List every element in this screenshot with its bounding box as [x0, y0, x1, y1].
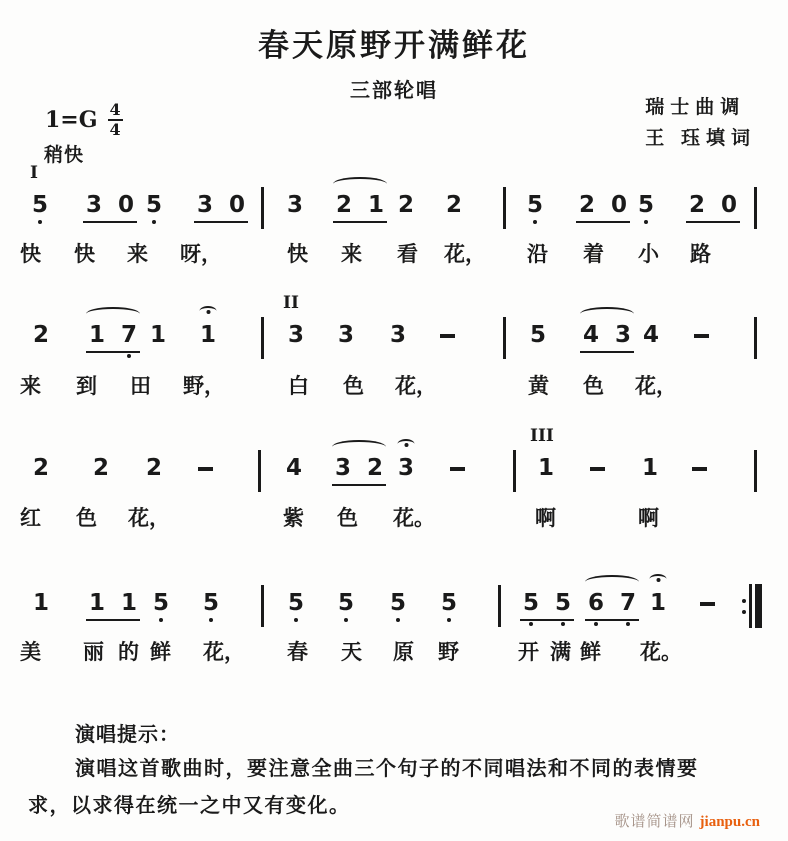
song-subtitle: 三部轮唱 [350, 80, 438, 102]
note [390, 322, 406, 348]
note [338, 322, 354, 348]
lyric-syllable: 路 [690, 242, 711, 266]
lyric-syllable: 花。 [393, 506, 435, 530]
note [583, 322, 599, 348]
low-octave-dot [447, 618, 451, 622]
note-number: 5 [338, 590, 355, 616]
barline [258, 450, 261, 492]
slur-arc [585, 575, 639, 589]
lyric-syllable: 丽 [83, 640, 104, 664]
note [523, 590, 539, 616]
note [288, 590, 304, 616]
note [650, 590, 666, 616]
note [288, 322, 304, 348]
duration-dash [692, 467, 707, 471]
barline [503, 317, 506, 359]
lyric-syllable: 花， [444, 242, 486, 266]
note-number: 7 [121, 322, 138, 348]
note [118, 192, 134, 218]
performance-tips-line2: 求，以求得在统一之中又有变化。 [28, 795, 351, 817]
note [287, 192, 303, 218]
note-number: 2 [33, 322, 50, 348]
note-number: 2 [93, 455, 110, 481]
beam-group [86, 322, 140, 353]
slur-arc [580, 307, 634, 321]
voice-entry-mark: III [530, 426, 554, 446]
note [588, 590, 604, 616]
lyric-syllable: 小 [638, 242, 659, 266]
note-number: 2 [146, 455, 163, 481]
slur-arc [332, 440, 386, 454]
note-number: 5 [530, 322, 547, 348]
time-denominator: 4 [109, 120, 121, 139]
note [200, 322, 216, 348]
note-number: 5 [32, 192, 49, 218]
lyric-syllable: 红 [20, 506, 41, 530]
note-number: 0 [229, 192, 246, 218]
score-line [0, 426, 788, 497]
note-number: 2 [398, 192, 415, 218]
low-octave-dot [209, 618, 213, 622]
note [121, 590, 137, 616]
note [367, 455, 383, 481]
note-number: 2 [33, 455, 50, 481]
lyric-syllable: 野， [183, 374, 225, 398]
note [33, 322, 49, 348]
lyric-syllable: 快 [287, 242, 308, 266]
note [336, 192, 352, 218]
note-number: 2 [689, 192, 706, 218]
note [32, 192, 48, 218]
barline [503, 187, 506, 229]
barline [754, 317, 757, 359]
lyric-syllable: 色 [343, 374, 364, 398]
duration-dash [198, 467, 213, 471]
note-number: 1 [33, 590, 50, 616]
lyric-syllable: 黄 [528, 374, 549, 398]
note-number: 3 [288, 322, 305, 348]
note [335, 455, 351, 481]
lyrics-row [0, 370, 788, 400]
beam-group [194, 192, 248, 223]
lyric-syllable: 看 [397, 242, 418, 266]
note [150, 322, 166, 348]
note [446, 192, 462, 218]
lyrics-row [0, 636, 788, 666]
low-octave-dot [127, 354, 131, 358]
lyric-syllable: 满 [550, 640, 571, 664]
note-number: 5 [146, 192, 163, 218]
duration-dash [450, 467, 465, 471]
note [368, 192, 384, 218]
barline [261, 317, 264, 359]
note-number: 1 [538, 455, 555, 481]
lyric-syllable: 开 [518, 640, 539, 664]
lyric-syllable: 原 [393, 640, 414, 664]
score-line [0, 590, 788, 632]
repeat-dots [742, 599, 746, 614]
beam-group [333, 192, 387, 223]
note [203, 590, 219, 616]
barline [261, 187, 264, 229]
credit-tune: 瑞士曲调 [645, 97, 746, 118]
lyric-syllable: 紫 [283, 506, 304, 530]
slur-arc [333, 177, 387, 191]
barline [513, 450, 516, 492]
beam-group [686, 192, 740, 223]
note-number: 3 [287, 192, 304, 218]
note [89, 590, 105, 616]
note-number: 2 [367, 455, 384, 481]
time-numerator: 4 [109, 100, 121, 119]
beam-group [332, 455, 386, 486]
lyric-syllable: 着 [583, 242, 604, 266]
note [338, 590, 354, 616]
note-number: 5 [638, 192, 655, 218]
low-octave-dot [594, 622, 598, 626]
low-octave-dot [38, 220, 42, 224]
note [33, 455, 49, 481]
lyrics-row [0, 238, 788, 268]
thin-barline [749, 584, 752, 628]
note-number: 1 [650, 590, 667, 616]
note [398, 455, 414, 481]
key-label: 1=G [45, 107, 98, 133]
note [527, 192, 543, 218]
low-octave-dot [396, 618, 400, 622]
note-number: 3 [390, 322, 407, 348]
note-number: 5 [555, 590, 572, 616]
note [286, 455, 302, 481]
beam-group [86, 590, 140, 621]
lyric-syllable: 美 [20, 640, 41, 664]
lyric-syllable: 来 [341, 242, 362, 266]
note-number: 3 [86, 192, 103, 218]
note [620, 590, 636, 616]
note-number: 0 [721, 192, 738, 218]
note [721, 192, 737, 218]
note [86, 192, 102, 218]
lyrics-row [0, 502, 788, 532]
note-number: 1 [121, 590, 138, 616]
barline [754, 187, 757, 229]
note [398, 192, 414, 218]
lyric-syllable: 春 [287, 640, 308, 664]
slur-arc [86, 307, 140, 321]
lyric-syllable: 啊 [535, 506, 556, 530]
note [390, 590, 406, 616]
note [33, 590, 49, 616]
note-number: 5 [390, 590, 407, 616]
voice-entry-mark: I [30, 163, 38, 183]
low-octave-dot [626, 622, 630, 626]
note-number: 1 [200, 322, 217, 348]
low-octave-dot [344, 618, 348, 622]
low-octave-dot [561, 622, 565, 626]
note-number: 1 [642, 455, 659, 481]
note [229, 192, 245, 218]
note-number: 5 [153, 590, 170, 616]
note [89, 322, 105, 348]
beam-group [580, 322, 634, 353]
lyric-syllable: 快 [74, 242, 95, 266]
duration-dash [440, 334, 455, 338]
note-number: 4 [583, 322, 600, 348]
lyric-syllable: 呀， [180, 242, 222, 266]
lyric-syllable: 鲜 [580, 640, 601, 664]
note-number: 3 [398, 455, 415, 481]
lyric-syllable: 色 [337, 506, 358, 530]
note-number: 4 [643, 322, 660, 348]
voice-entry-mark: II [283, 293, 299, 313]
thick-barline [755, 584, 762, 628]
note-number: 0 [611, 192, 628, 218]
note-number: 5 [523, 590, 540, 616]
score-line [0, 163, 788, 234]
note-number: 5 [527, 192, 544, 218]
note-number: 4 [286, 455, 303, 481]
note [643, 322, 659, 348]
lyric-syllable: 白 [288, 374, 309, 398]
lyric-syllable: 花， [203, 640, 245, 664]
note [530, 322, 546, 348]
credit-lyricist: 王 珏填词 [645, 128, 756, 149]
note-number: 5 [203, 590, 220, 616]
note-number: 2 [579, 192, 596, 218]
low-octave-dot [529, 622, 533, 626]
lyric-syllable: 花， [395, 374, 437, 398]
lyric-syllable: 鲜 [150, 640, 171, 664]
duration-dash [700, 602, 715, 606]
beam-group [585, 590, 639, 621]
beam-group [83, 192, 137, 223]
note [153, 590, 169, 616]
lyric-syllable: 来 [127, 242, 148, 266]
lyric-syllable: 天 [341, 640, 362, 664]
note [93, 455, 109, 481]
note [441, 590, 457, 616]
note [642, 455, 658, 481]
note-number: 3 [615, 322, 632, 348]
lyric-syllable: 野 [438, 640, 459, 664]
note [146, 455, 162, 481]
note-number: 3 [338, 322, 355, 348]
low-octave-dot [152, 220, 156, 224]
lyric-syllable: 色 [583, 374, 604, 398]
repeat-end-barline [742, 584, 762, 628]
fermata-icon [650, 574, 667, 584]
note-number: 0 [118, 192, 135, 218]
beam-group [520, 590, 574, 621]
note-number: 1 [150, 322, 167, 348]
note-number: 7 [620, 590, 637, 616]
note-number: 3 [197, 192, 214, 218]
lyric-syllable: 到 [76, 374, 97, 398]
note-number: 3 [335, 455, 352, 481]
note-number: 1 [89, 322, 106, 348]
note [538, 455, 554, 481]
lyric-syllable: 色 [76, 506, 97, 530]
note-number: 6 [588, 590, 605, 616]
note [579, 192, 595, 218]
watermark-link[interactable]: jianpu.cn [699, 814, 760, 830]
performance-tips-title: 演唱提示： [75, 724, 180, 746]
watermark-site-name: 歌谱简谱网 [614, 814, 695, 830]
low-octave-dot [644, 220, 648, 224]
duration-dash [590, 467, 605, 471]
low-octave-dot [533, 220, 537, 224]
barline [261, 585, 264, 627]
lyric-syllable: 沿 [527, 242, 548, 266]
note [146, 192, 162, 218]
note-number: 5 [288, 590, 305, 616]
watermark [615, 810, 760, 831]
lyric-syllable: 花， [128, 506, 170, 530]
barline [498, 585, 501, 627]
duration-dash [694, 334, 709, 338]
score-line [0, 293, 788, 364]
note-number: 2 [446, 192, 463, 218]
note-number: 1 [368, 192, 385, 218]
note [121, 322, 137, 348]
lyric-syllable: 花， [635, 374, 677, 398]
lyric-syllable: 来 [20, 374, 41, 398]
lyric-syllable: 快 [20, 242, 41, 266]
note [615, 322, 631, 348]
song-title: 春天原野开满鲜花 [258, 28, 530, 63]
note-number: 5 [441, 590, 458, 616]
fermata-icon [200, 306, 217, 316]
note [197, 192, 213, 218]
note [689, 192, 705, 218]
fermata-icon [398, 439, 415, 449]
note [611, 192, 627, 218]
lyric-syllable: 田 [130, 374, 151, 398]
note-number: 2 [336, 192, 353, 218]
note-number: 1 [89, 590, 106, 616]
note [638, 192, 654, 218]
beam-group [576, 192, 630, 223]
barline [754, 450, 757, 492]
lyric-syllable: 啊 [638, 506, 659, 530]
note [555, 590, 571, 616]
low-octave-dot [294, 618, 298, 622]
performance-tips-line1: 演唱这首歌曲时，要注意全曲三个句子的不同唱法和不同的表情要 [75, 758, 699, 780]
lyric-syllable: 花。 [640, 640, 682, 664]
lyric-syllable: 的 [118, 640, 139, 664]
low-octave-dot [159, 618, 163, 622]
tempo-marking: 稍快 [44, 145, 85, 166]
